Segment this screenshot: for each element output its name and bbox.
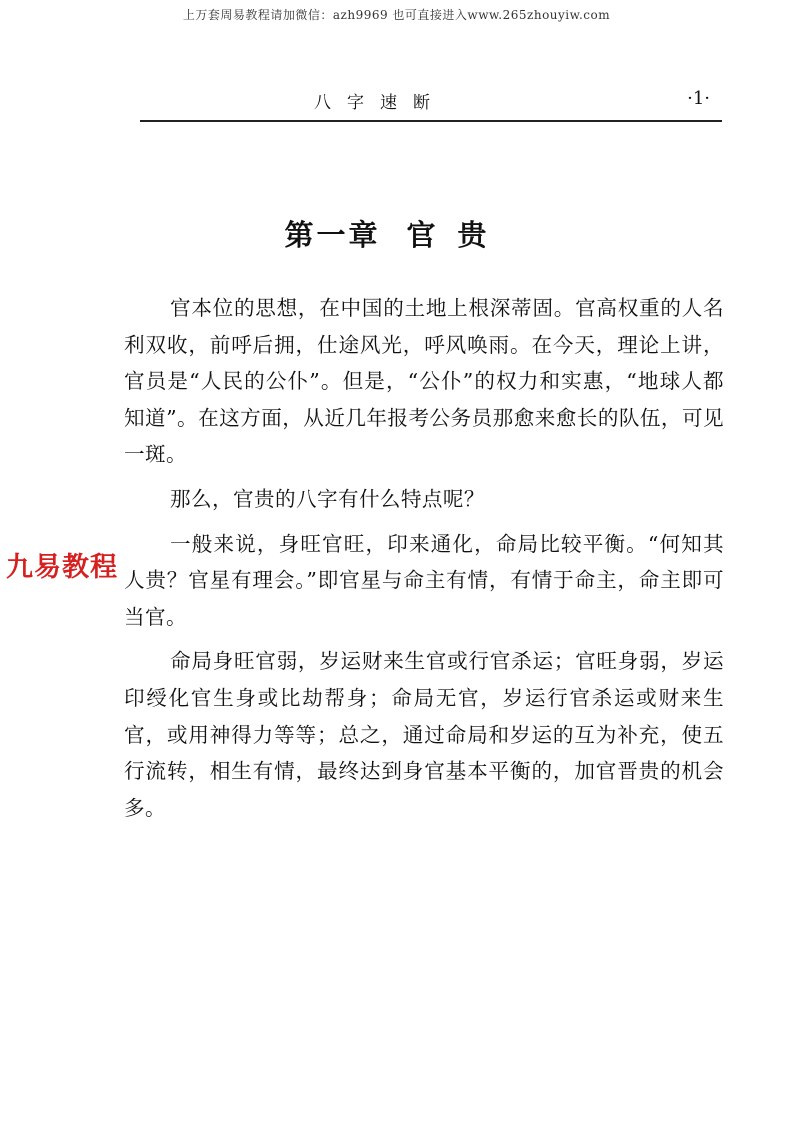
paragraph-1: 官本位的思想，在中国的土地上根深蒂固。官高权重的人名利双收，前呼后拥，仕途风光，呼风唤雨。在今天，理论上讲，官员是“人民的公仆”。但是，“公仆”的权力和实惠，“地球人都知道”。在这方面，从近几年报考公务员那愈来愈长的队伍，可见一斑。 — [124, 296, 724, 467]
running-header — [140, 88, 722, 120]
body-text — [124, 290, 724, 834]
chapter-number: 第一章 — [284, 218, 381, 252]
page-number: ·1· — [687, 88, 710, 109]
paragraph-4: 命局身旺官弱，岁运财来生官或行官杀运；官旺身弱，岁运印绶化官生身或比劫帮身；命局无官，岁运行官杀运或财来生官，或用神得力等等；总之，通过命局和岁运的互为补充，使五行流转，相生有情，最终达到身官基本平衡的，加官晋贵的机会多。 — [124, 649, 724, 820]
chapter-title — [0, 213, 793, 254]
paragraph-3: 一般来说，身旺官旺，印来通化，命局比较平衡。“何知其人贵？官星有理会。”即官星与命主有情，有情于命主，命主即可当官。 — [124, 531, 724, 629]
chapter-name: 官贵 — [406, 218, 509, 252]
book-title: 八字速断 — [314, 93, 446, 113]
paragraph-2: 那么，官贵的八字有什么特点呢？ — [170, 486, 485, 511]
header-rule — [140, 120, 722, 122]
watermark-stamp: 九易教程 — [6, 552, 118, 583]
top-watermark: 上万套周易教程请加微信：azh9969 也可直接进入www.265zhouyiw.com — [182, 8, 611, 22]
